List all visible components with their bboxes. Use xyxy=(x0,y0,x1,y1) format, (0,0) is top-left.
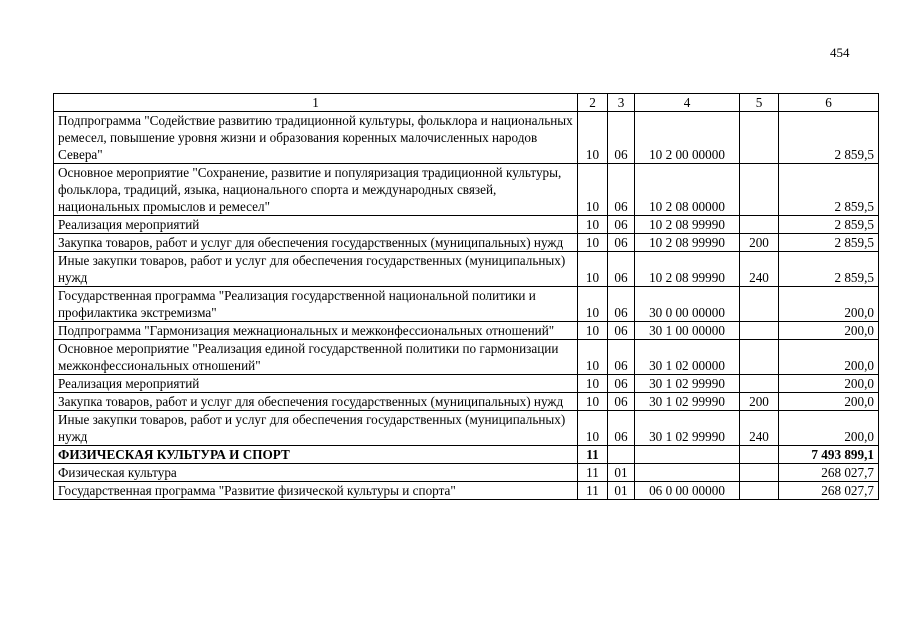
cell-subsection: 06 xyxy=(608,164,635,216)
cell-amount: 200,0 xyxy=(779,393,879,411)
cell-section: 10 xyxy=(578,322,608,340)
table-row xyxy=(54,340,879,375)
cell-section: 10 xyxy=(578,411,608,446)
cell-section: 10 xyxy=(578,375,608,393)
table-row xyxy=(54,252,879,287)
cell-amount: 200,0 xyxy=(779,287,879,322)
table-row xyxy=(54,411,879,446)
cell-amount: 268 027,7 xyxy=(779,464,879,482)
cell-target-item: 10 2 08 99990 xyxy=(635,252,740,287)
cell-name: Реализация мероприятий xyxy=(54,216,578,234)
cell-target-item: 30 0 00 00000 xyxy=(635,287,740,322)
cell-name: Подпрограмма "Содействие развитию традиционной культуры, фольклора и национальных ремесел, повышение уровня жизни и образования коренных малочисленных народов Севера" xyxy=(54,112,578,164)
cell-section: 11 xyxy=(578,446,608,464)
table-row xyxy=(54,375,879,393)
cell-target-item: 10 2 00 00000 xyxy=(635,112,740,164)
cell-amount: 2 859,5 xyxy=(779,112,879,164)
cell-expense-type xyxy=(740,375,779,393)
cell-subsection: 06 xyxy=(608,322,635,340)
table-row xyxy=(54,287,879,322)
cell-amount: 268 027,7 xyxy=(779,482,879,500)
cell-amount: 200,0 xyxy=(779,375,879,393)
budget-table xyxy=(53,93,879,500)
cell-subsection: 06 xyxy=(608,216,635,234)
cell-subsection: 06 xyxy=(608,287,635,322)
cell-expense-type: 200 xyxy=(740,393,779,411)
cell-target-item: 10 2 08 00000 xyxy=(635,164,740,216)
table-row xyxy=(54,393,879,411)
cell-section: 11 xyxy=(578,482,608,500)
cell-amount: 200,0 xyxy=(779,322,879,340)
cell-target-item: 06 0 00 00000 xyxy=(635,482,740,500)
cell-target-item: 30 1 00 00000 xyxy=(635,322,740,340)
column-header: 3 xyxy=(608,94,635,112)
table-row xyxy=(54,446,879,464)
cell-amount: 2 859,5 xyxy=(779,252,879,287)
column-header: 4 xyxy=(635,94,740,112)
page-number: 454 xyxy=(830,45,850,60)
cell-expense-type xyxy=(740,340,779,375)
cell-name: Закупка товаров, работ и услуг для обеспечения государственных (муниципальных) нужд xyxy=(54,234,578,252)
cell-expense-type xyxy=(740,322,779,340)
cell-name: Подпрограмма "Гармонизация межнациональных и межконфессиональных отношений" xyxy=(54,322,578,340)
table-row xyxy=(54,112,879,164)
cell-amount: 7 493 899,1 xyxy=(779,446,879,464)
cell-target-item: 30 1 02 99990 xyxy=(635,393,740,411)
cell-amount: 200,0 xyxy=(779,340,879,375)
cell-section: 10 xyxy=(578,234,608,252)
cell-expense-type xyxy=(740,164,779,216)
cell-section: 10 xyxy=(578,252,608,287)
table-row xyxy=(54,164,879,216)
cell-expense-type xyxy=(740,112,779,164)
table-row xyxy=(54,482,879,500)
cell-target-item: 30 1 02 99990 xyxy=(635,375,740,393)
cell-section: 10 xyxy=(578,340,608,375)
cell-expense-type: 200 xyxy=(740,234,779,252)
cell-subsection xyxy=(608,446,635,464)
cell-subsection: 06 xyxy=(608,234,635,252)
table-row xyxy=(54,216,879,234)
cell-subsection: 01 xyxy=(608,464,635,482)
table-row xyxy=(54,464,879,482)
table-header-row xyxy=(54,94,879,112)
cell-target-item: 10 2 08 99990 xyxy=(635,216,740,234)
cell-target-item: 30 1 02 99990 xyxy=(635,411,740,446)
cell-name: ФИЗИЧЕСКАЯ КУЛЬТУРА И СПОРТ xyxy=(54,446,578,464)
cell-section: 11 xyxy=(578,464,608,482)
cell-expense-type xyxy=(740,216,779,234)
cell-name: Реализация мероприятий xyxy=(54,375,578,393)
cell-amount: 2 859,5 xyxy=(779,216,879,234)
cell-name: Физическая культура xyxy=(54,464,578,482)
column-header: 5 xyxy=(740,94,779,112)
column-header: 6 xyxy=(779,94,879,112)
cell-expense-type xyxy=(740,446,779,464)
cell-expense-type: 240 xyxy=(740,252,779,287)
cell-subsection: 01 xyxy=(608,482,635,500)
cell-name: Основное мероприятие "Сохранение, развитие и популяризация традиционной культуры, фольклора, традиций, языка, национального спорта и международных связей, национальных промыслов и ремесел" xyxy=(54,164,578,216)
cell-target-item xyxy=(635,464,740,482)
cell-section: 10 xyxy=(578,393,608,411)
cell-section: 10 xyxy=(578,164,608,216)
cell-name: Государственная программа "Развитие физической культуры и спорта" xyxy=(54,482,578,500)
cell-subsection: 06 xyxy=(608,393,635,411)
cell-amount: 2 859,5 xyxy=(779,164,879,216)
cell-expense-type xyxy=(740,482,779,500)
cell-subsection: 06 xyxy=(608,340,635,375)
cell-expense-type: 240 xyxy=(740,411,779,446)
cell-subsection: 06 xyxy=(608,112,635,164)
cell-expense-type xyxy=(740,287,779,322)
cell-section: 10 xyxy=(578,112,608,164)
cell-expense-type xyxy=(740,464,779,482)
cell-subsection: 06 xyxy=(608,252,635,287)
cell-name: Основное мероприятие "Реализация единой государственной политики по гармонизации межконфессиональных отношений" xyxy=(54,340,578,375)
table-row xyxy=(54,234,879,252)
cell-name: Иные закупки товаров, работ и услуг для обеспечения государственных (муниципальных) нужд xyxy=(54,252,578,287)
cell-subsection: 06 xyxy=(608,411,635,446)
cell-target-item: 30 1 02 00000 xyxy=(635,340,740,375)
cell-subsection: 06 xyxy=(608,375,635,393)
cell-amount: 200,0 xyxy=(779,411,879,446)
cell-name: Закупка товаров, работ и услуг для обеспечения государственных (муниципальных) нужд xyxy=(54,393,578,411)
cell-name: Государственная программа "Реализация государственной национальной политики и профилактика экстремизма" xyxy=(54,287,578,322)
cell-target-item: 10 2 08 99990 xyxy=(635,234,740,252)
cell-section: 10 xyxy=(578,287,608,322)
column-header: 2 xyxy=(578,94,608,112)
cell-target-item xyxy=(635,446,740,464)
table-row xyxy=(54,322,879,340)
cell-amount: 2 859,5 xyxy=(779,234,879,252)
cell-name: Иные закупки товаров, работ и услуг для обеспечения государственных (муниципальных) нужд xyxy=(54,411,578,446)
cell-section: 10 xyxy=(578,216,608,234)
column-header: 1 xyxy=(54,94,578,112)
